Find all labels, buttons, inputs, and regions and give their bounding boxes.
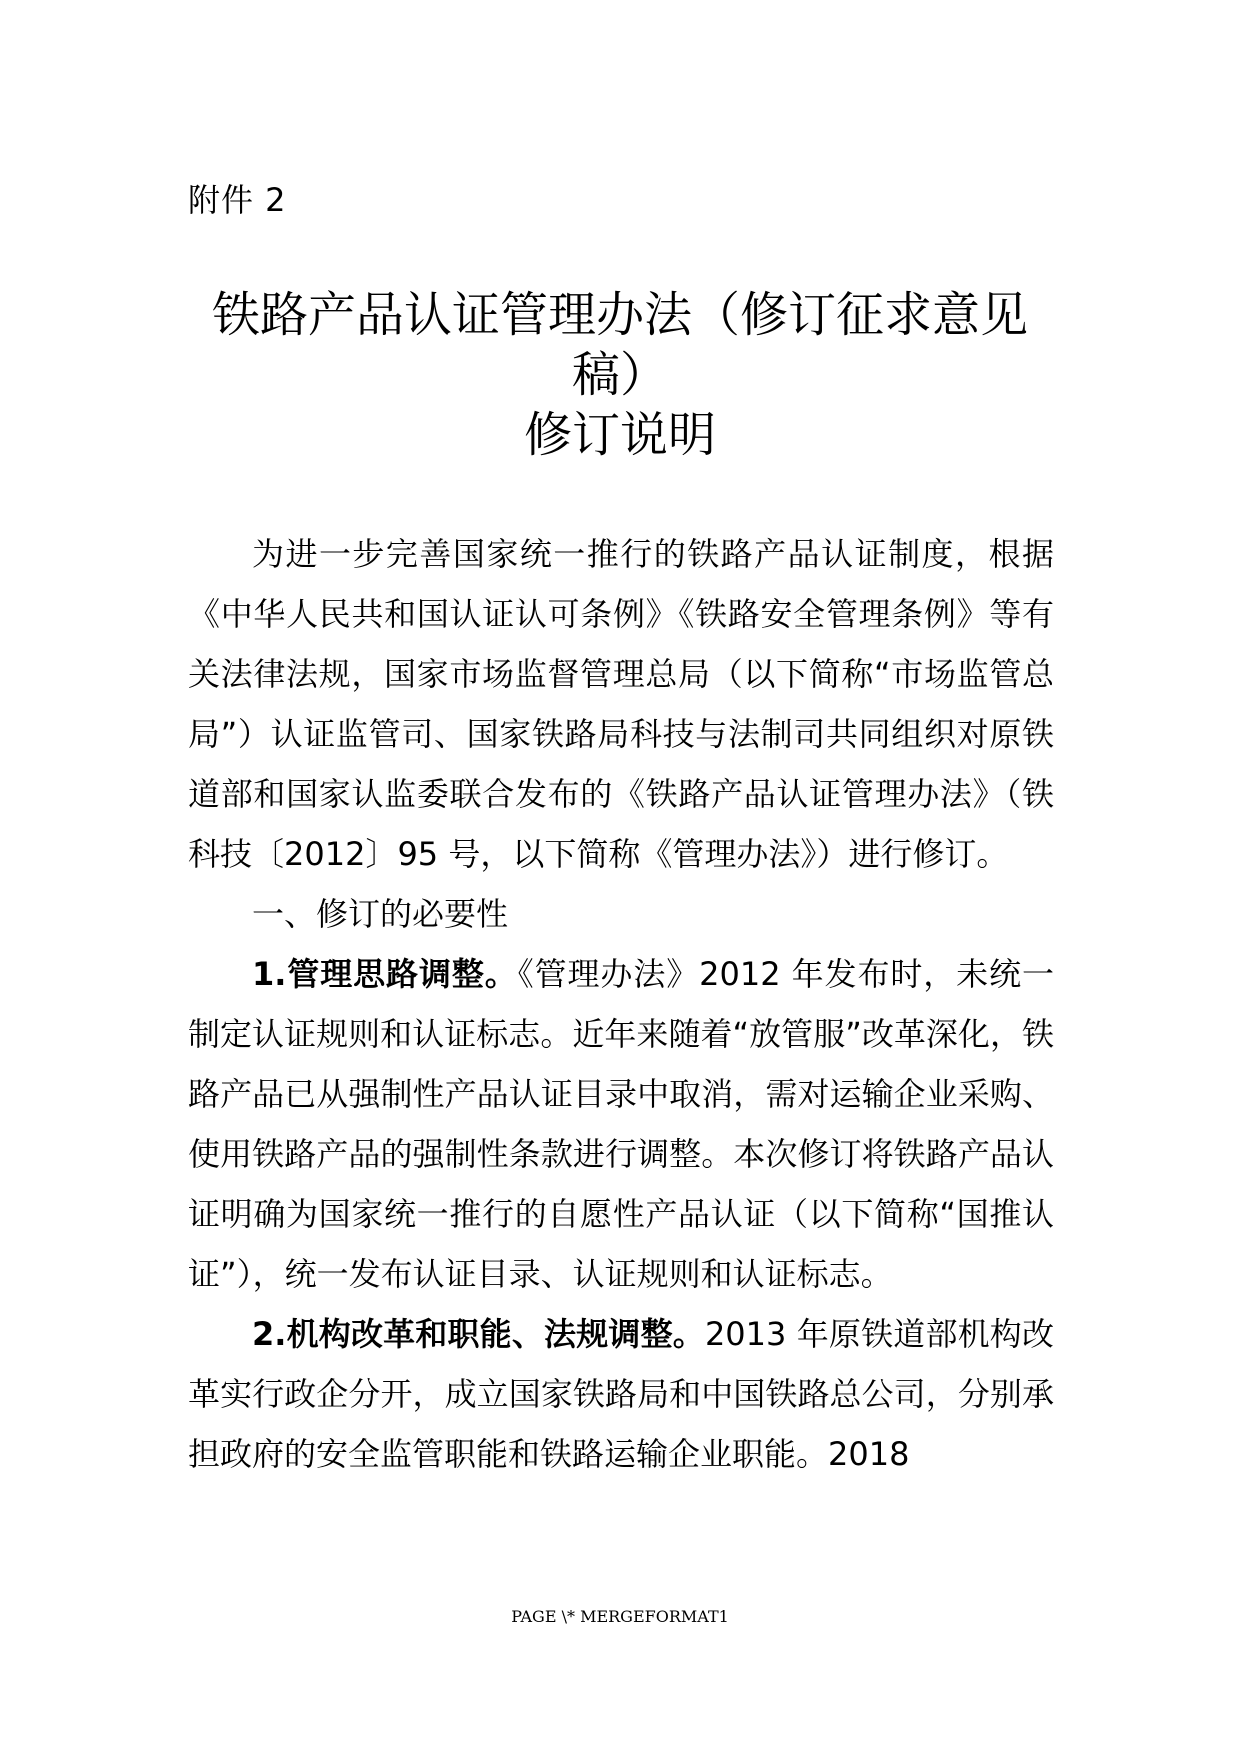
page-footer: PAGE \* MERGEFORMAT1 xyxy=(511,1607,729,1626)
title-line-2: 稿） xyxy=(571,347,668,403)
section-heading: 一、修订的必要性 xyxy=(252,895,509,933)
point-2-paragraph xyxy=(188,1304,1054,1484)
document-title xyxy=(180,285,1060,465)
point-2-text: 2013 年原铁道部机构改革实行政企分开，成立国家铁路局和中国铁路总公司，分别承担政府的安全监管职能和铁路运输企业职能。2018 xyxy=(188,1315,1054,1473)
document-body xyxy=(188,524,1054,1484)
point-2-heading: 2.机构改革和职能、法规调整。 xyxy=(252,1315,705,1353)
point-1-paragraph xyxy=(188,944,1054,1304)
title-line-3: 修订说明 xyxy=(523,407,716,463)
point-1-heading: 1.管理思路调整。 xyxy=(252,955,518,993)
attachment-label: 附件 2 xyxy=(188,181,287,219)
intro-paragraph: 为进一步完善国家统一推行的铁路产品认证制度，根据《中华人民共和国认证认可条例》《铁路安全管理条例》等有关法律法规，国家市场监督管理总局（以下简称“市场监管总局”）认证监管司、国家铁路局科技与法制司共同组织对原铁道部和国家认监委联合发布的《铁路产品认证管理办法》（铁科技〔2012〕95 号，以下简称《管理办法》）进行修订。 xyxy=(188,535,1054,873)
point-1-text: 《管理办法》2012 年发布时，未统一制定认证规则和认证标志。近年来随着“放管服”改革深化，铁路产品已从强制性产品认证目录中取消，需对运输企业采购、使用铁路产品的强制性条款进行调整。本次修订将铁路产品认证明确为国家统一推行的自愿性产品认证（以下简称“国推认证”），统一发布认证目录、认证规则和认证标志。 xyxy=(188,955,1054,1293)
title-line-1: 铁路产品认证管理办法（修订征求意见 xyxy=(211,287,1028,343)
